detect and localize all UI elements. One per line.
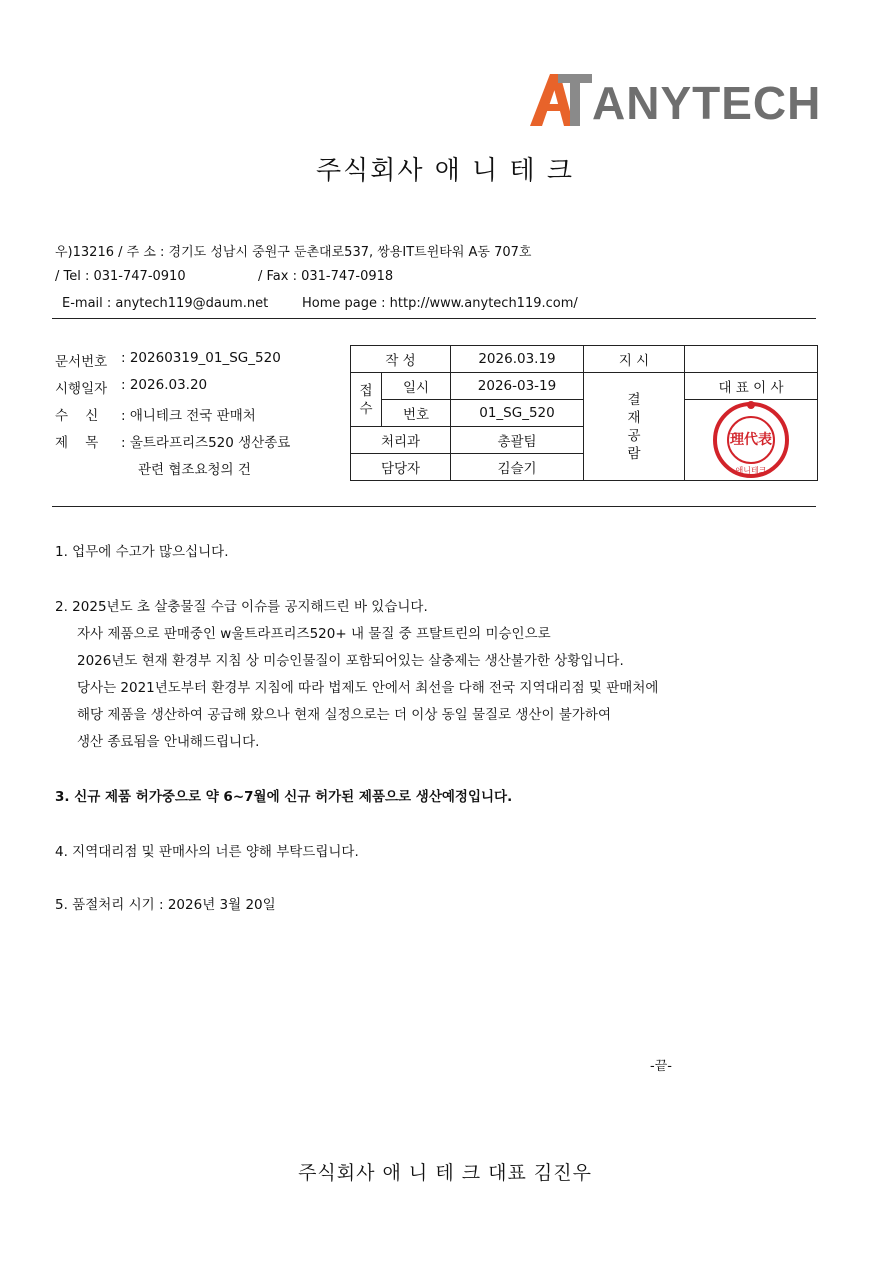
- end-mark: -끝-: [650, 1059, 672, 1074]
- instruction-cell: [685, 346, 818, 373]
- paragraph-2-line-3: 2026년도 현재 환경부 지침 상 미승인물질이 포함되어있는 살충제는 생산불가한 상황입니다.: [77, 653, 624, 669]
- paragraph-4: 4. 지역대리점 및 판매사의 너른 양해 부탁드립니다.: [55, 844, 359, 860]
- company-title: 주식회사 애 니 테 크: [316, 156, 574, 186]
- seal-center-text: 理代表: [730, 432, 772, 448]
- anytech-logo-mark-icon: [530, 72, 592, 132]
- paragraph-2-line-6: 생산 종료됨을 안내해드립니다.: [77, 734, 260, 750]
- doc-number-value: : 20260319_01_SG_520: [121, 350, 281, 366]
- manager-value: 김슬기: [451, 454, 584, 481]
- paragraph-2-line-4: 당사는 2021년도부터 환경부 지침에 따라 법제도 안에서 최선을 다해 전국 지역대리점 및 판매처에: [77, 680, 659, 696]
- issue-date-value: : 2026.03.20: [121, 377, 208, 393]
- tel-line: / Tel : 031-747-0910: [55, 269, 186, 284]
- company-seal-icon: [705, 400, 797, 480]
- seal-ring-text: 애니테크: [735, 466, 767, 475]
- subject-value: : 울트라프리즈520 생산종료: [121, 435, 291, 451]
- divider-top: [52, 318, 816, 319]
- instruction-label: 지 시: [584, 346, 685, 373]
- receipt-label-cell: [351, 373, 382, 427]
- dept-label: 처리과: [351, 427, 451, 454]
- dept-value: 총괄팀: [451, 427, 584, 454]
- recipient-label: 수 신: [55, 408, 99, 424]
- email-line: E-mail : anytech119@daum.net: [62, 296, 269, 311]
- receipt-number: 01_SG_520: [451, 400, 584, 427]
- issue-date-label: 시행일자: [55, 381, 108, 397]
- fax-line: / Fax : 031-747-0918: [258, 269, 394, 284]
- recipient-value: : 애니테크 전국 판매처: [121, 408, 256, 424]
- subject-value-line2: 관련 협조요청의 건: [138, 462, 251, 478]
- ceo-label: 대 표 이 사: [685, 373, 818, 400]
- paragraph-2-line-1: 2. 2025년도 초 살충물질 수급 이슈를 공지해드린 바 있습니다.: [55, 599, 428, 615]
- seal-cell: [685, 400, 818, 481]
- datetime-label: 일시: [382, 373, 451, 400]
- subject-label: 제 목: [55, 435, 99, 451]
- paragraph-2-line-2: 자사 제품으로 판매중인 w울트라프리즈520+ 내 물질 중 프탈트린의 미승인으로: [77, 626, 551, 642]
- written-label: 작 성: [351, 346, 451, 373]
- approval-table: [350, 345, 818, 481]
- number-label: 번호: [382, 400, 451, 427]
- approval-label: 결 재 공 람: [627, 391, 641, 462]
- doc-number-label: 문서번호: [55, 354, 108, 370]
- paragraph-3: 3. 신규 제품 허가중으로 약 6~7월에 신규 허가된 제품으로 생산예정입니다.: [55, 789, 513, 805]
- paragraph-1: 1. 업무에 수고가 많으십니다.: [55, 544, 229, 560]
- company-logo: [530, 72, 830, 132]
- receipt-date: 2026-03-19: [451, 373, 584, 400]
- paragraph-5: 5. 품절처리 시기 : 2026년 3월 20일: [55, 897, 276, 913]
- manager-label: 담당자: [351, 454, 451, 481]
- approval-label-cell: [584, 373, 685, 481]
- paragraph-2-line-5: 해당 제품을 생산하여 공급해 왔으나 현재 실정으로는 더 이상 동일 물질로 생산이 불가하여: [77, 707, 612, 723]
- address-line: 우)13216 / 주 소 : 경기도 성남시 중원구 둔촌대로537, 쌍용IT트윈타워 A동 707호: [55, 245, 532, 260]
- written-date: 2026.03.19: [451, 346, 584, 373]
- logo-text: ANYTECH: [592, 77, 822, 129]
- receipt-label: 접 수: [359, 382, 373, 417]
- homepage-line: Home page : http://www.anytech119.com/: [302, 296, 578, 311]
- divider-middle: [52, 506, 816, 507]
- signature-line: 주식회사 애 니 테 크 대표 김진우: [298, 1162, 592, 1184]
